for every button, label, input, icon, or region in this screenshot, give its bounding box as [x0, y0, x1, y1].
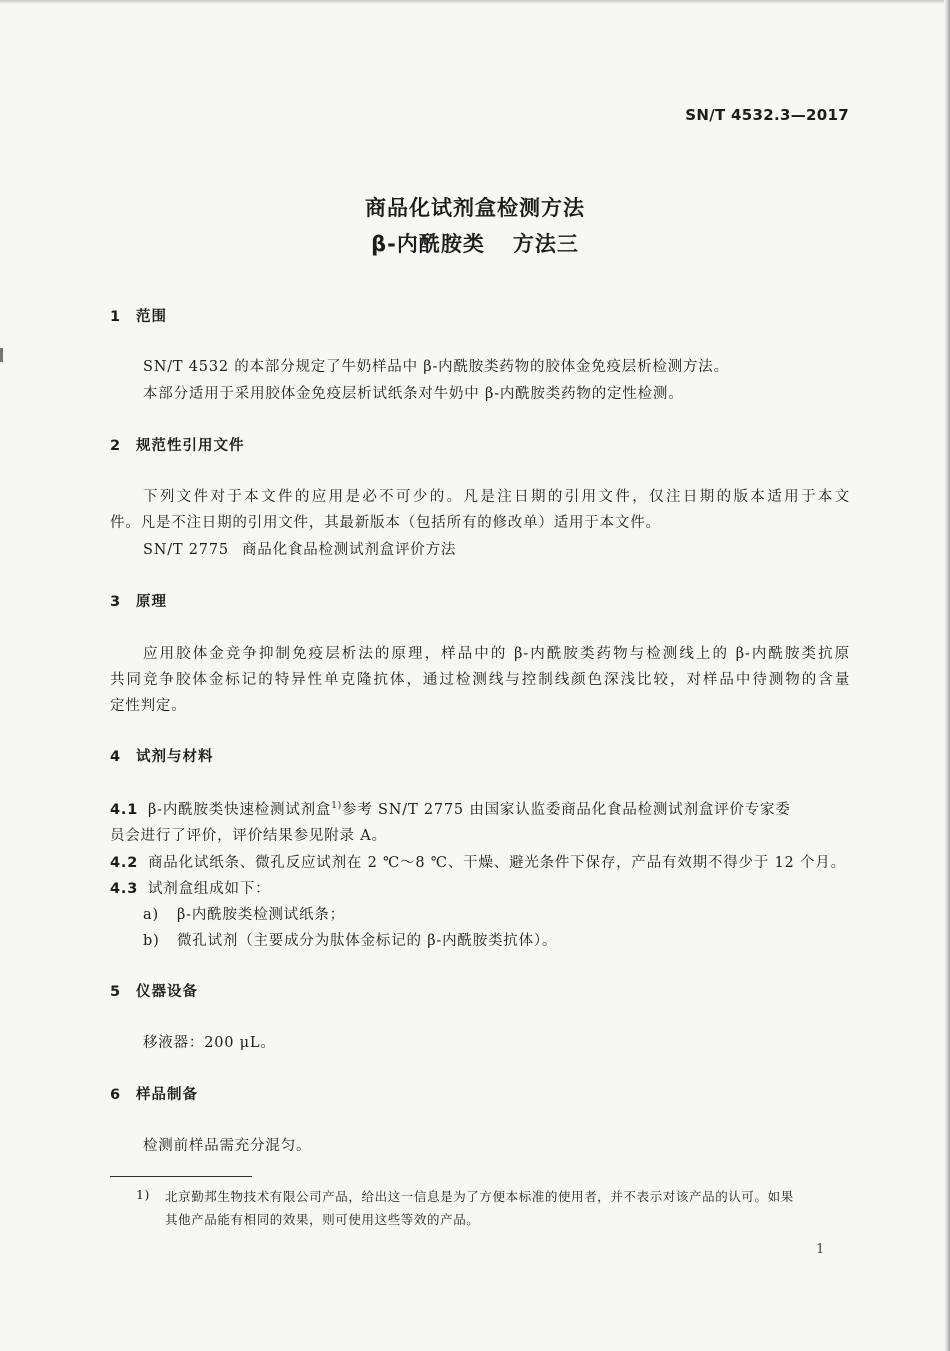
paragraph-line: 员会进行了评价，评价结果参见附录 A。 [110, 828, 387, 844]
list-item: a) β-内酰胺类检测试纸条； [143, 907, 345, 923]
paragraph-line: 件。凡是不注日期的引用文件，其最新版本（包括所有的修改单）适用于本文件。 [110, 515, 661, 531]
reference-entry: SN/T 2775 商品化食品检测试剂盒评价方法 [143, 542, 457, 558]
footnote-mark: 1) [136, 1187, 151, 1202]
paragraph-line: 下列文件对于本文件的应用是必不可少的。凡是注日期的引用文件，仅注日期的版本适用于本文 [143, 489, 850, 505]
scan-mark [0, 348, 3, 362]
clause-4-3: 4.3 试剂盒组成如下： [110, 881, 271, 897]
paragraph-line: SN/T 4532 的本部分规定了牛奶样品中 β-内酰胺类药物的胶体金免疫层析检测方法。 [143, 359, 729, 375]
title-subject: β-内酰胺类 [371, 232, 485, 256]
clause-4-2: 4.2 商品化试纸条、微孔反应试剂在 2 ℃～8 ℃、干燥、避光条件下保存，产品有效期不得少于 12 个月。 [110, 855, 846, 871]
scan-edge-top [0, 0, 950, 4]
footnote-line: 其他产品能有相同的效果，则可使用这些等效的产品。 [165, 1212, 480, 1227]
section-heading-principle: 3 原理 [110, 594, 167, 610]
title-method: 方法三 [512, 232, 579, 256]
section-heading-reagents: 4 试剂与材料 [110, 749, 214, 765]
page-number: 1 [816, 1242, 825, 1257]
document-title-line1: 商品化试剂盒检测方法 [365, 196, 585, 220]
clause-4-1: 4.1 β-内酰胺类快速检测试剂盒$^{1)}$参考 SN/T 2775 由国家认监委商品化食品检测试剂盒评价专家委 [110, 801, 791, 818]
paragraph-line: 应用胶体金竞争抑制免疫层析法的原理，样品中的 β-内酰胺类药物与检测线上的 β-内酰胺类抗原 [143, 646, 850, 662]
footnote-line: 北京勤邦生物技术有限公司产品，给出这一信息是为了方便本标准的使用者，并不表示对该产品的认可。如果 [165, 1189, 794, 1204]
section-heading-sample-prep: 6 样品制备 [110, 1087, 198, 1103]
paragraph-line: 移液器：200 μL。 [143, 1035, 276, 1051]
paragraph-line: 定性判定。 [110, 698, 187, 714]
footnote-ref: 1) [331, 801, 343, 811]
list-item: b) 微孔试剂（主要成分为肽体金标记的 β-内酰胺类抗体）。 [143, 933, 558, 949]
section-heading-scope: 1 范围 [110, 309, 167, 325]
standard-number: SN/T 4532.3—2017 [685, 106, 849, 124]
paragraph-line: 检测前样品需充分混匀。 [143, 1138, 312, 1154]
section-heading-apparatus: 5 仪器设备 [110, 984, 198, 1000]
document-title-line2 [0, 228, 950, 258]
paragraph-line: 本部分适用于采用胶体金免疫层析试纸条对牛奶中 β-内酰胺类药物的定性检测。 [143, 386, 684, 402]
footnote-divider [110, 1176, 252, 1177]
paragraph-line: 共同竞争胶体金标记的特异性单克隆抗体，通过检测线与控制线颜色深浅比较，对样品中待测物的含量 [110, 672, 850, 688]
section-heading-references: 2 规范性引用文件 [110, 438, 245, 454]
